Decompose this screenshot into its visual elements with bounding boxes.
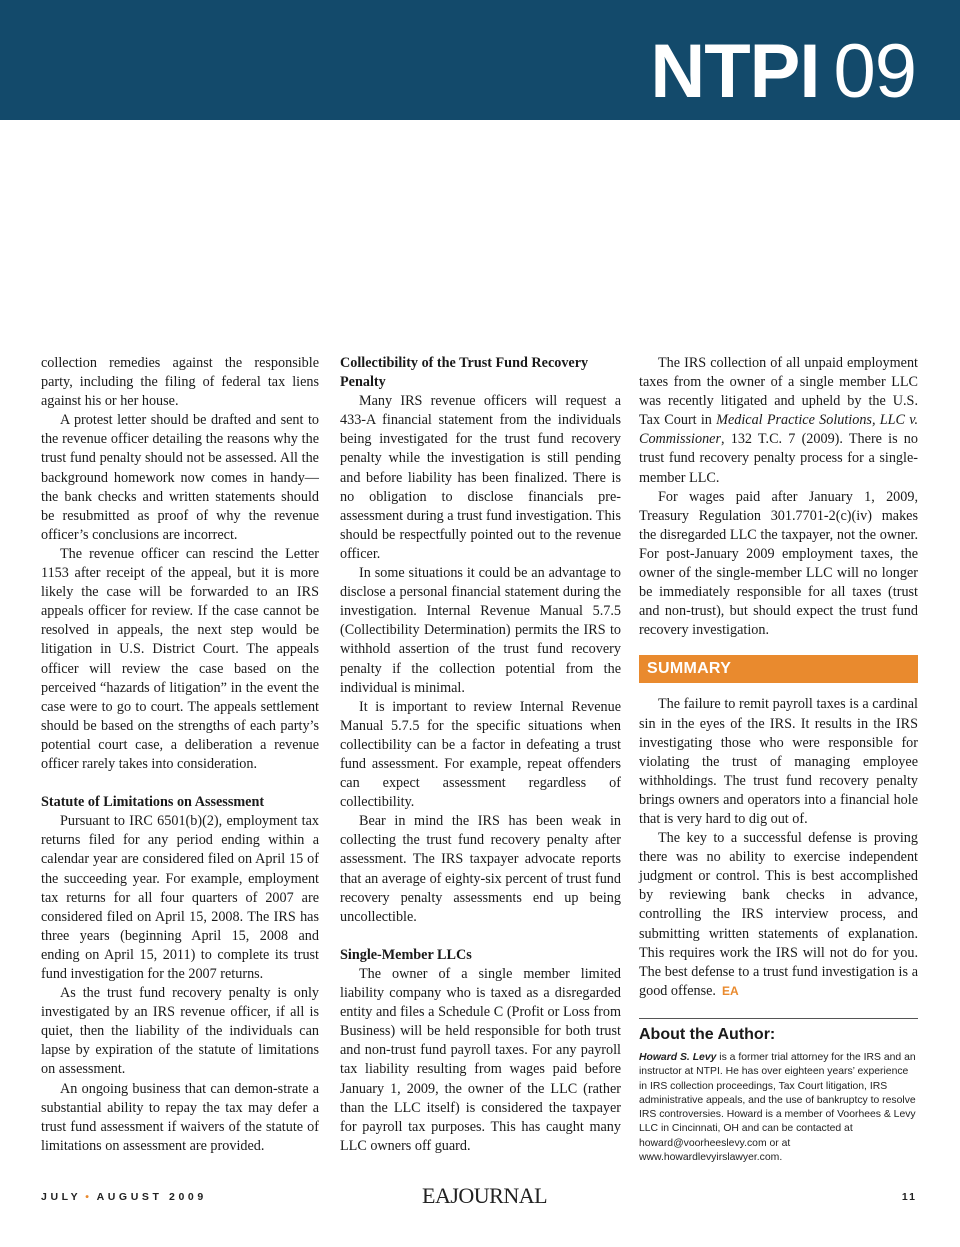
- section-title: [650, 30, 916, 114]
- end-mark: EA: [721, 983, 739, 998]
- paragraph: The failure to remit payroll taxes is a cardinal sin in the eyes of the IRS. It results in the IRS investigating those who were responsible for violating the trust of managing employee withholdings. The trust fund recovery penalty brings owners and operators into a financial hole that is very hard to dig out of.: [639, 696, 918, 827]
- paragraph: Bear in mind the IRS has been weak in collecting the trust fund recovery penalty after assessment. The IRS taxpayer advocate reports that an average of eighty-six percent of trust fund recovery penalty assessments end up being uncollectible.: [340, 813, 621, 925]
- paragraph: The revenue officer can rescind the Letter 1153 after receipt of the appeal, but it is more likely the case will be forwarded to an IRS appeals officer for review. If the case cannot be resolved in appeals, the next step would be litigation in U.S. District Court. The appeals officer will review the case based on the perceived “hazards of litigation” in the event the case were to go to court. The appeals settlement should be based on the strengths of each party’s potential court case, a deliberation a revenue officer rarely takes into consideration.: [41, 545, 319, 772]
- footer-separator: •: [85, 1191, 93, 1203]
- article-column-3: [639, 354, 918, 1165]
- paragraph: For wages paid after January 1, 2009, Treasury Regulation 301.7701-2(c)(iv) makes the disregarded LLC the taxpayer, not the owner. For post-January 2009 employment taxes, the owner of the single-member LLC will no longer be immediately responsible for all taxes (trust and non-trust), but should expect the trust fund recovery investigation.: [639, 488, 918, 639]
- paragraph: An ongoing business that can demon-strate a substantial ability to repay the tax may defer a trust fund assessment if waivers of the statute of limitations on assessment are provided.: [41, 1080, 319, 1154]
- divider: [639, 1018, 918, 1019]
- section-issue-number: 09: [833, 29, 916, 114]
- footer-month-1: JULY: [41, 1191, 82, 1203]
- paragraph-text: , 132 T.C. 7 (2009). There is no trust fund recovery penalty process for a single-member LLC.: [639, 431, 918, 486]
- author-heading: About the Author:: [639, 1025, 776, 1043]
- paragraph: As the trust fund recovery penalty is only investigated by an IRS revenue officer, if all is quiet, then the liability of the individuals can lapse by expiration of the statute of limitations on assessment.: [41, 985, 319, 1078]
- footer-issue-date: [41, 1191, 207, 1203]
- journal-logo: EAJOURNAL: [422, 1183, 548, 1208]
- author-bio-text: is a former trial attorney for the IRS and an instructor at NTPI. He has over eighteen years’ experience in IRS collection proceedings, Tax Court litigation, IRS administrative appeals, and the use of bankruptcy to resolve IRS controversies. Howard is a member of Voorhees & Levy LLC in Cincinnati, OH and can be contacted at howard@voorheeslevy.com or at www.howardlevyirslawyer.com.: [639, 1051, 916, 1163]
- article-column-2: [340, 354, 621, 1156]
- footer-month-2: AUGUST 2009: [96, 1191, 207, 1203]
- article-column-1: [41, 354, 319, 1156]
- section-brand: NTPI: [650, 29, 820, 114]
- paragraph: The owner of a single member limited liability company who is taxed as a disregarded entity and files a Schedule C (Profit or Loss from Business) will be held responsible for both trust and non-trust fund payroll taxes. For any payroll tax liability resulting from wages paid before January 1, 2009, the owner of the LLC (rather than the LLC itself) is considered the taxpayer for payroll tax purposes. This has caught many LLC owners off guard.: [340, 966, 621, 1154]
- section-heading: Collectibility of the Trust Fund Recovery Penalty: [340, 355, 589, 391]
- page-number: 11: [901, 1191, 917, 1203]
- author-bio: [639, 1051, 918, 1165]
- summary-heading-bar: [639, 655, 918, 683]
- author-name: Howard S. Levy: [639, 1051, 717, 1063]
- paragraph: Many IRS revenue officers will request a 433-A financial statement from the individuals being investigated for the trust fund recovery penalty while the investigation is still pending and before liability has been finalized. There is no obligation to disclose financials pre-assessment during a trust fund investigation. This should be respectfully pointed out to the revenue officer.: [340, 393, 621, 562]
- paragraph: In some situations it could be an advantage to disclose a personal financial statement during the investigation. Internal Revenue Manual 5.7.5 (Collectibility Determination) permits the IRS to withhold assertion of the trust fund recovery penalty if the collection potential from the individual is minimal.: [340, 565, 621, 696]
- paragraph: [639, 354, 918, 488]
- paragraph: [639, 829, 918, 1001]
- paragraph: A protest letter should be drafted and sent to the revenue officer detailing the reasons why the trust fund penalty should not be assessed. All the background homework now comes in handy—the bank checks and written statements should be resubmitted as proof of why the revenue officer’s conclusions are incorrect.: [41, 412, 319, 543]
- section-heading: Statute of Limitations on Assessment: [41, 794, 265, 811]
- section-heading: Single-Member LLCs: [340, 946, 472, 963]
- paragraph-text: The IRS collection of all unpaid employment taxes from the owner of a single member LLC was recently litigated and upheld by the U.S. Tax Court in: [639, 355, 918, 429]
- paragraph: collection remedies against the responsible party, including the filing of federal tax liens against his or her house.: [41, 355, 319, 410]
- header-banner: [0, 0, 960, 120]
- paragraph-text: The key to a successful defense is proving there was no ability to exercise independent judgment or control. This is best accomplished by reviewing bank checks in advance, controlling the IRS interview process, and submitting written statements of explanation. This requires work the IRS will not do for you. The best defense to a trust fund investigation is a good offense.: [639, 830, 918, 999]
- case-citation: Medical Practice Solutions, LLC v. Commissioner: [639, 412, 918, 448]
- paragraph: Pursuant to IRC 6501(b)(2), employment tax returns filed for any period ending within a calendar year are considered filed on April 15 of the succeeding year. For example, employment tax returns for all four quarters of 2007 are considered filed on April 15, 2008. The IRS has three years (beginning April 15, 2008 and ending on April 15, 2011) to complete its trust fund investigation for the 2007 returns.: [41, 813, 319, 982]
- summary-heading: SUMMARY: [647, 660, 732, 678]
- paragraph: It is important to review Internal Revenue Manual 5.7.5 for the specific situations when collectibility can be a factor in defeating a trust fund assessment. For example, repeat offenders can expect assessment regardless of collectibility.: [340, 698, 621, 811]
